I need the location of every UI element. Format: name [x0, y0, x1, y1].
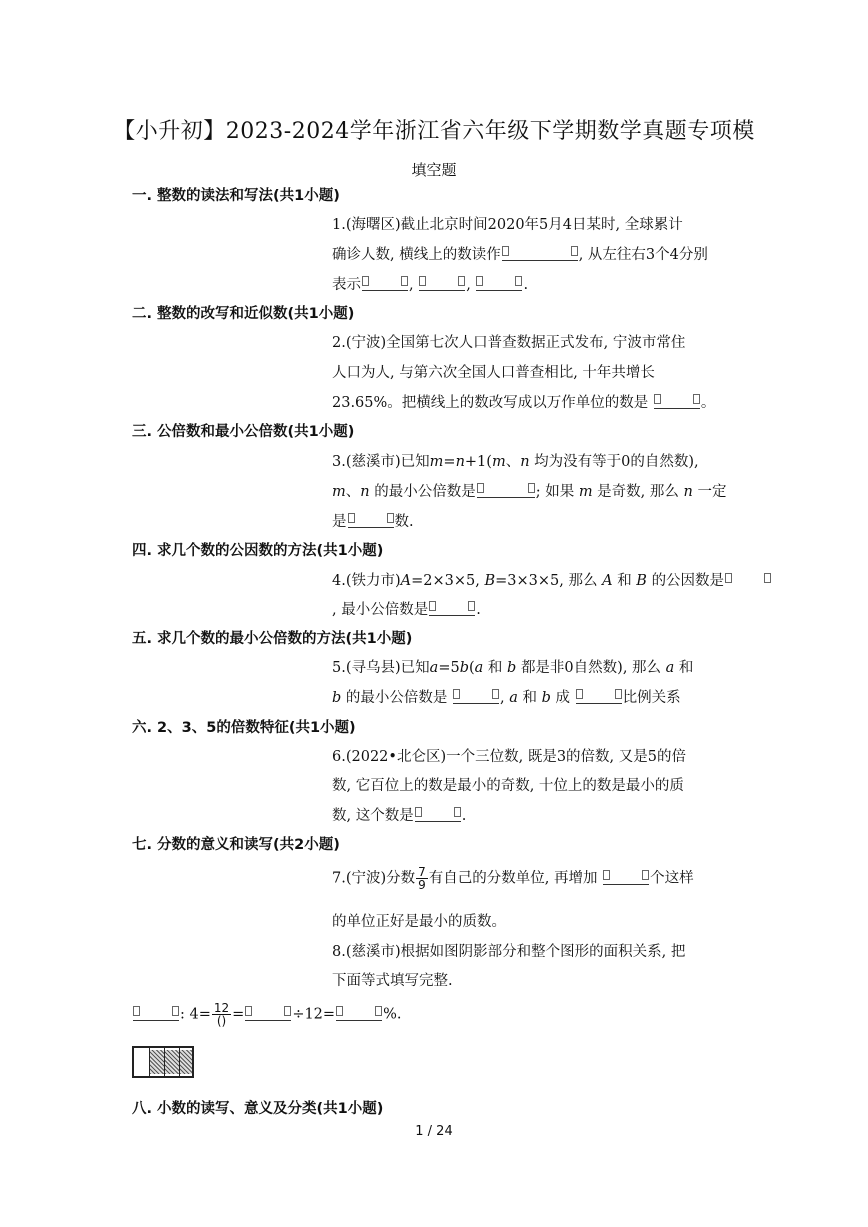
q5-text: 的最小公倍数是 [345, 690, 448, 706]
document-subtitle: 填空题 [411, 161, 457, 179]
q1-text-c: 表示 [332, 277, 361, 293]
q2-text: 23.65%。把横线上的数改写成以万作单位的数是 [332, 395, 649, 411]
q5-text: 和 [522, 690, 537, 706]
q5-text: 和 [487, 660, 503, 676]
variable-b: b [459, 660, 469, 676]
q7-line-2: 的单位正好是最小的质数。 [332, 914, 506, 930]
q5-line-1 [332, 656, 693, 677]
q3-text: 数. [394, 514, 414, 530]
q1-text-b: , 从左往右3个4分别 [578, 247, 708, 263]
q8-text: = [232, 1006, 245, 1023]
section-heading-4: 四. 求几个数的公因数的方法(共1小题) [132, 543, 384, 559]
page-number: 1 / 24 [415, 1124, 453, 1139]
variable-n: n [360, 484, 370, 500]
q4-text: =2×3×5, [411, 573, 480, 589]
figure-divider [179, 1048, 180, 1076]
shaded-rectangle-figure [132, 1046, 194, 1078]
answer-blank[interactable] [348, 512, 394, 528]
q1-line-2 [332, 243, 708, 264]
variable-b: b [541, 690, 551, 706]
q4-text: 4.(铁力市) [332, 573, 401, 589]
fraction [416, 866, 428, 891]
section-heading-7: 七. 分数的意义和读写(共2小题) [132, 837, 340, 853]
q6-line-2: 数, 它百位上的数是最小的奇数, 十位上的数是最小的质 [332, 778, 684, 794]
variable-m: m [578, 484, 593, 500]
q3-text: 均为没有等于0的自然数), [534, 454, 699, 470]
variable-a: a [429, 660, 439, 676]
fraction-numerator: 12 [213, 1001, 230, 1015]
section-heading-6: 六. 2、3、5的倍数特征(共1小题) [132, 720, 356, 736]
q3-line-2 [332, 480, 726, 501]
answer-blank[interactable] [362, 275, 408, 291]
q5-text: 都是非0自然数), 那么 [520, 660, 662, 676]
q7-line-1 [332, 866, 694, 891]
q5-text: 比例关系 [622, 690, 681, 706]
q4-text: 的公因数是 [651, 573, 725, 589]
q5-line-2 [332, 686, 681, 707]
answer-blank[interactable] [576, 688, 622, 704]
q2-line-3 [332, 391, 715, 412]
q8-text: %. [383, 1006, 402, 1023]
q5-text: 成 [555, 690, 571, 706]
q3-separator: 、 [345, 484, 361, 500]
figure-divider [164, 1048, 165, 1076]
variable-a: a [665, 660, 675, 676]
answer-blank[interactable] [429, 600, 475, 616]
q3-text: 的最小公倍数是 [374, 484, 476, 500]
q4-text: =3×3×5, 那么 [495, 573, 598, 589]
answer-blank[interactable] [453, 688, 499, 704]
q3-line-1 [332, 450, 699, 471]
variable-b: b [507, 660, 517, 676]
q3-text: 一定 [697, 484, 727, 500]
q6-line-1: 6.(2022•北仑区)一个三位数, 既是3的倍数, 又是5的倍 [332, 749, 686, 765]
fraction [212, 1002, 231, 1027]
q7-text: 7.(宁波)分数 [332, 870, 416, 887]
q3-separator: 、 [505, 454, 521, 470]
q1-separator: , [466, 277, 471, 293]
shaded-part [165, 1050, 179, 1074]
answer-blank[interactable] [477, 482, 535, 498]
q5-text: ( [468, 660, 475, 676]
q1-separator: , [409, 277, 414, 293]
q4-text: , 最小公倍数是 [332, 602, 429, 618]
variable-m: m [332, 484, 346, 500]
q7-text: 个这样 [650, 870, 694, 887]
figure-divider [149, 1048, 150, 1076]
q1-line-1: 1.(海曙区)截止北京时间2020年5月4日某时, 全球累计 [332, 217, 683, 233]
shaded-part [180, 1050, 192, 1074]
q8-text: ÷12= [292, 1006, 336, 1023]
q3-line-3 [332, 510, 414, 531]
answer-blank[interactable] [476, 275, 522, 291]
q4-line-2 [332, 598, 481, 619]
q3-text: +1( [464, 454, 492, 470]
q8-equation [132, 1002, 401, 1027]
answer-blank[interactable] [502, 245, 578, 261]
q8-text: : 4= [180, 1006, 211, 1023]
variable-A: A [400, 573, 412, 589]
q4-text: 和 [617, 573, 632, 589]
section-heading-1: 一. 整数的读法和写法(共1小题) [132, 188, 340, 204]
q3-equals: = [443, 454, 456, 470]
fraction-numerator: 7 [418, 865, 426, 879]
answer-blank[interactable] [336, 1005, 382, 1021]
fraction-denominator: 9 [418, 878, 426, 892]
variable-b: b [332, 690, 342, 706]
shaded-part [150, 1050, 164, 1074]
variable-n: n [520, 454, 530, 470]
q6-line-3 [332, 804, 466, 825]
q8-line-1: 8.(慈溪市)根据如图阴影部分和整个图形的面积关系, 把 [332, 944, 686, 960]
q5-text: 5.(寻乌县)已知 [332, 660, 430, 676]
answer-blank[interactable] [603, 869, 649, 885]
q3-text: 是奇数, 那么 [597, 484, 679, 500]
answer-blank[interactable] [419, 275, 465, 291]
document-title: 【小升初】2023-2024学年浙江省六年级下学期数学真题专项模 [113, 119, 755, 144]
answer-blank[interactable] [725, 572, 771, 587]
q2-end: 。 [700, 395, 716, 411]
fraction-denominator: () [216, 1014, 227, 1028]
section-heading-8: 八. 小数的读写、意义及分类(共1小题) [132, 1101, 384, 1117]
variable-n: n [455, 454, 465, 470]
q1-line-3 [332, 273, 528, 294]
q6-end: . [461, 808, 467, 824]
variable-B: B [484, 573, 496, 589]
q1-end: . [523, 277, 529, 293]
q2-line-1: 2.(宁波)全国第七次人口普查数据正式发布, 宁波市常住 [332, 335, 686, 351]
answer-blank[interactable] [654, 393, 700, 409]
answer-blank[interactable] [133, 1005, 179, 1021]
section-heading-5: 五. 求几个数的最小公倍数的方法(共1小题) [132, 631, 413, 647]
variable-n: n [683, 484, 693, 500]
q6-text: 数, 这个数是 [332, 808, 414, 824]
q3-text: 3.(慈溪市)已知 [332, 454, 430, 470]
q5-separator: , [500, 690, 505, 706]
answer-blank[interactable] [415, 806, 461, 822]
answer-blank[interactable] [245, 1005, 291, 1021]
q4-line-1 [332, 569, 772, 590]
q4-end: . [476, 602, 481, 618]
q1-text-a: 确诊人数, 横线上的数读作 [332, 247, 501, 263]
q5-text: 和 [678, 660, 694, 676]
variable-B: B [636, 573, 647, 589]
variable-a: a [474, 660, 484, 676]
variable-A: A [602, 573, 613, 589]
q2-line-2: 人口为人, 与第六次全国人口普查相比, 十年共增长 [332, 365, 655, 381]
section-heading-3: 三. 公倍数和最小公倍数(共1小题) [132, 424, 355, 440]
variable-a: a [509, 690, 518, 706]
section-heading-2: 二. 整数的改写和近似数(共1小题) [132, 306, 355, 322]
q5-text: =5 [438, 660, 460, 676]
q8-line-2: 下面等式填写完整. [332, 973, 453, 989]
variable-m: m [429, 454, 444, 470]
q7-text: 有自己的分数单位, 再增加 [428, 870, 598, 887]
q3-text: 是 [332, 514, 347, 530]
q3-text: ; 如果 [535, 484, 575, 500]
variable-m: m [491, 454, 506, 470]
